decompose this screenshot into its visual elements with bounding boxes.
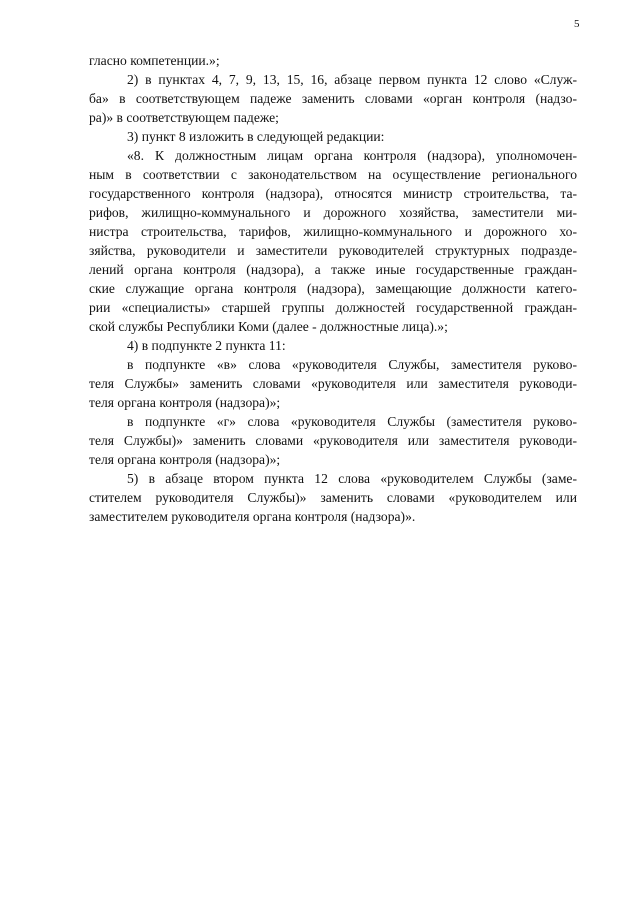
- text-line: лений органа контроля (надзора), а также иные государственные граждан-: [89, 262, 577, 277]
- text-line: в подпункте «в» слова «руководителя Службы, заместителя руково-: [127, 357, 577, 372]
- text-line: заместителем руководителя органа контроля (надзора)».: [89, 509, 416, 524]
- text-line: 3) пункт 8 изложить в следующей редакции:: [127, 129, 385, 144]
- text-line: теля Службы» заменить словами «руководителя или заместителя руководи-: [89, 376, 577, 391]
- text-line: теля Службы)» заменить словами «руководителя или заместителя руководи-: [89, 433, 577, 448]
- text-line: в подпункте «г» слова «руководителя Службы (заместителя руково-: [127, 414, 577, 429]
- document-body: [89, 51, 577, 526]
- text-line: ские служащие органа контроля (надзора), замещающие должности катего-: [89, 281, 577, 296]
- text-line: 5) в абзаце втором пункта 12 слова «руководителем Службы (заме-: [127, 471, 577, 486]
- text-line: 4) в подпункте 2 пункта 11:: [127, 338, 286, 353]
- text-line: зяйства, руководители и заместители руководителей структурных подразде-: [89, 243, 577, 258]
- text-line: гласно компетенции.»;: [89, 53, 220, 68]
- text-line: государственного контроля (надзора), относятся министр строительства, та-: [89, 186, 577, 201]
- text-line: рифов, жилищно-коммунального и дорожного хозяйства, заместители ми-: [89, 205, 577, 220]
- text-line: нистра строительства, тарифов, жилищно-коммунального и дорожного хо-: [89, 224, 577, 239]
- text-line: теля органа контроля (надзора)»;: [89, 395, 281, 410]
- text-line: «8. К должностным лицам органа контроля (надзора), уполномочен-: [127, 148, 577, 163]
- text-line: ба» в соответствующем падеже заменить словами «орган контроля (надзо-: [89, 91, 577, 106]
- text-line: 2) в пунктах 4, 7, 9, 13, 15, 16, абзаце первом пункта 12 слово «Служ-: [127, 72, 577, 87]
- page-number: 5: [574, 18, 580, 30]
- text-line: ской службы Республики Коми (далее - должностные лица).»;: [89, 319, 448, 334]
- text-line: рии «специалисты» старшей группы должностей государственной граждан-: [89, 300, 577, 315]
- text-line: стителем руководителя Службы)» заменить словами «руководителем или: [89, 490, 577, 505]
- text-line: ным в соответствии с законодательством на осуществление регионального: [89, 167, 577, 182]
- text-line: теля органа контроля (надзора)»;: [89, 452, 281, 467]
- text-line: ра)» в соответствующем падеже;: [89, 110, 279, 125]
